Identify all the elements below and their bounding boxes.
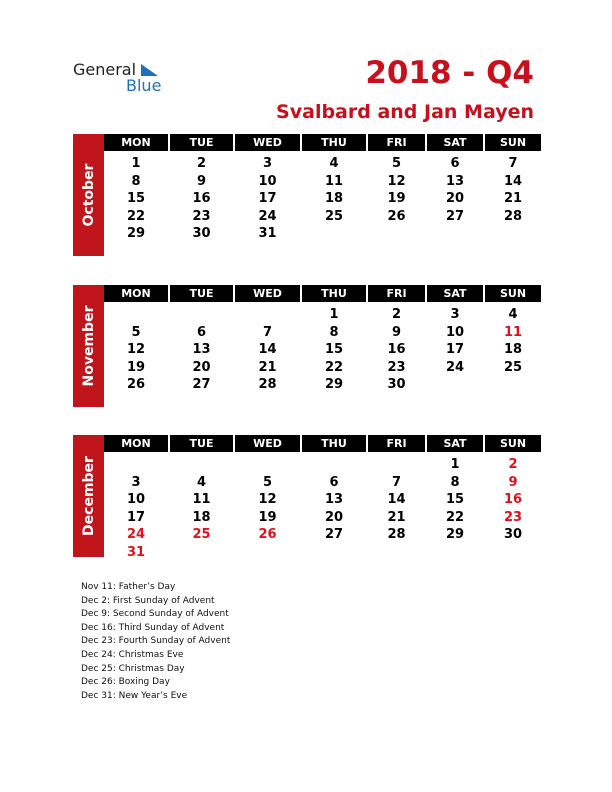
header-separator — [300, 285, 302, 302]
day-cell: 28 — [503, 208, 523, 224]
day-cell: 9 — [508, 474, 518, 490]
weekday-sat: SAT — [443, 287, 467, 300]
month-name: October — [80, 163, 97, 227]
weekday-wed: WED — [253, 287, 282, 300]
day-cell: 12 — [258, 492, 277, 508]
weekday-header — [104, 435, 541, 452]
holiday-note: Dec 2: First Sunday of Advent — [81, 595, 215, 606]
logo-text-blue: Blue — [126, 76, 162, 95]
day-cell: 30 — [387, 377, 406, 393]
day-cell: 9 — [196, 173, 207, 189]
day-cell: 7 — [391, 474, 402, 490]
weekday-fri: FRI — [386, 287, 407, 300]
day-cell: 25 — [324, 208, 344, 224]
holiday-note: Dec 24: Christmas Eve — [81, 649, 184, 660]
day-cell: 13 — [445, 173, 465, 189]
header-separator — [233, 435, 235, 452]
day-cell: 23 — [387, 359, 406, 375]
header-separator — [168, 435, 170, 452]
day-cell: 18 — [503, 342, 523, 358]
weekday-mon: MON — [121, 437, 151, 450]
day-cell: 4 — [508, 307, 518, 322]
day-cell: 3 — [450, 307, 460, 322]
day-cell: 5 — [391, 156, 402, 171]
day-cell: 29 — [126, 226, 146, 242]
day-cell: 9 — [391, 324, 402, 340]
header-separator — [483, 285, 485, 302]
day-cell: 11 — [503, 324, 523, 340]
day-cell: 7 — [508, 156, 518, 171]
header-separator — [366, 435, 368, 452]
day-cell: 27 — [192, 377, 211, 393]
day-cell: 29 — [324, 377, 344, 393]
logo-triangle-icon — [139, 63, 159, 77]
weekday-sat: SAT — [443, 136, 467, 149]
weekday-wed: WED — [253, 136, 282, 149]
day-cell: 24 — [258, 208, 277, 224]
day-cell: 28 — [387, 527, 406, 543]
holiday-note: Dec 23: Fourth Sunday of Advent — [81, 636, 231, 647]
day-cell: 6 — [329, 474, 339, 490]
weekday-sat: SAT — [443, 437, 467, 450]
day-cell: 8 — [329, 324, 339, 340]
day-cell: 18 — [192, 509, 211, 525]
header-separator — [168, 134, 170, 151]
day-cell: 3 — [262, 156, 273, 171]
day-cell: 21 — [258, 359, 277, 375]
header-separator — [233, 285, 235, 302]
holiday-note: Nov 11: Father’s Day — [81, 582, 176, 592]
day-cell: 14 — [387, 492, 406, 508]
day-cell: 5 — [262, 474, 273, 490]
day-cell: 31 — [258, 226, 277, 242]
day-cell: 21 — [503, 191, 523, 207]
day-cell: 29 — [445, 527, 465, 543]
day-cell: 28 — [258, 377, 277, 393]
day-cell: 20 — [324, 509, 344, 525]
day-cell: 4 — [329, 156, 339, 171]
logo-text-general: General — [73, 60, 137, 79]
day-cell: 22 — [445, 509, 465, 525]
header-separator — [425, 435, 427, 452]
weekday-sun: SUN — [499, 287, 527, 300]
general-blue-logo — [73, 60, 183, 96]
weekday-fri: FRI — [386, 437, 407, 450]
month-label — [73, 435, 104, 557]
day-cell: 27 — [445, 208, 465, 224]
day-cell: 19 — [126, 359, 146, 375]
day-cell: 8 — [450, 474, 460, 490]
day-cell: 26 — [126, 377, 146, 393]
day-cell: 14 — [258, 342, 277, 358]
month-label — [73, 285, 104, 407]
header-separator — [483, 435, 485, 452]
header-separator — [366, 134, 368, 151]
month-december — [73, 435, 541, 560]
day-cell: 27 — [324, 527, 344, 543]
day-cell: 19 — [258, 509, 277, 525]
weekday-thu: THU — [321, 287, 347, 300]
month-name: December — [80, 456, 97, 536]
weekday-sun: SUN — [499, 136, 527, 149]
day-cell: 16 — [503, 492, 523, 508]
weekday-tue: TUE — [189, 287, 214, 300]
day-cell: 20 — [445, 191, 465, 207]
day-cell: 6 — [196, 324, 207, 340]
header-separator — [233, 134, 235, 151]
day-cell: 17 — [126, 509, 146, 525]
month-october — [73, 134, 541, 256]
month-november — [73, 285, 541, 407]
day-cell: 10 — [445, 324, 465, 340]
day-cell: 26 — [387, 208, 406, 224]
day-cell: 22 — [126, 208, 146, 224]
weekday-tue: TUE — [189, 136, 214, 149]
day-cell: 23 — [192, 208, 211, 224]
header-separator — [366, 285, 368, 302]
day-cell: 22 — [324, 359, 344, 375]
day-cell: 24 — [445, 359, 465, 375]
weekday-tue: TUE — [189, 437, 214, 450]
day-cell: 25 — [192, 527, 211, 543]
day-cell: 16 — [192, 191, 211, 207]
holiday-note: Dec 9: Second Sunday of Advent — [81, 609, 229, 620]
day-cell: 16 — [387, 342, 406, 358]
weekday-mon: MON — [121, 136, 151, 149]
day-cell: 31 — [126, 545, 146, 560]
day-cell: 17 — [258, 191, 277, 207]
day-cell: 5 — [131, 324, 141, 340]
day-cell: 12 — [126, 342, 146, 358]
weekday-header — [104, 134, 541, 151]
day-cell: 20 — [192, 359, 211, 375]
day-cell: 19 — [387, 191, 406, 207]
month-name: November — [80, 305, 97, 387]
day-cell: 7 — [262, 324, 273, 340]
weekday-sun: SUN — [499, 437, 527, 450]
day-cell: 15 — [324, 342, 344, 358]
holiday-note: Dec 25: Christmas Day — [81, 663, 185, 674]
weekday-wed: WED — [253, 437, 282, 450]
weekday-mon: MON — [121, 287, 151, 300]
day-cell: 10 — [258, 173, 277, 189]
holiday-note: Dec 31: New Year’s Eve — [81, 690, 188, 701]
country-name: Svalbard and Jan Mayen — [276, 101, 534, 123]
day-cell: 26 — [258, 527, 277, 543]
day-cell: 18 — [324, 191, 344, 207]
day-cell: 1 — [450, 457, 460, 472]
day-cell: 23 — [503, 509, 523, 525]
day-cell: 13 — [192, 342, 211, 358]
day-cell: 1 — [131, 156, 141, 171]
weekday-fri: FRI — [386, 136, 407, 149]
day-cell: 15 — [445, 492, 465, 508]
day-cell: 6 — [450, 156, 460, 171]
month-label — [73, 134, 104, 256]
day-cell: 30 — [192, 226, 211, 242]
day-cell: 3 — [131, 474, 141, 490]
day-cell: 8 — [131, 173, 141, 189]
header-separator — [483, 134, 485, 151]
day-cell: 11 — [192, 492, 211, 508]
day-cell: 17 — [445, 342, 465, 358]
page-title: 2018 - Q4 — [365, 55, 534, 91]
day-cell: 12 — [387, 173, 406, 189]
day-cell: 14 — [503, 173, 523, 189]
day-cell: 4 — [196, 474, 207, 490]
day-cell: 21 — [387, 509, 406, 525]
day-cell: 1 — [329, 307, 339, 322]
weekday-header — [104, 285, 541, 302]
day-cell: 10 — [126, 492, 146, 508]
holiday-note: Dec 26: Boxing Day — [81, 677, 170, 688]
day-cell: 2 — [508, 457, 518, 472]
weekday-thu: THU — [321, 437, 347, 450]
day-cell: 2 — [391, 307, 402, 322]
header-separator — [425, 285, 427, 302]
header-separator — [425, 134, 427, 151]
day-cell: 13 — [324, 492, 344, 508]
header-separator — [300, 435, 302, 452]
header-separator — [300, 134, 302, 151]
day-cell: 30 — [503, 527, 523, 543]
holiday-notes — [81, 581, 230, 703]
header-separator — [168, 285, 170, 302]
day-cell: 15 — [126, 191, 146, 207]
day-cell: 2 — [196, 156, 207, 171]
holiday-note: Dec 16: Third Sunday of Advent — [81, 622, 225, 633]
day-cell: 11 — [324, 173, 344, 189]
weekday-thu: THU — [321, 136, 347, 149]
day-cell: 24 — [126, 527, 146, 543]
day-cell: 25 — [503, 359, 523, 375]
